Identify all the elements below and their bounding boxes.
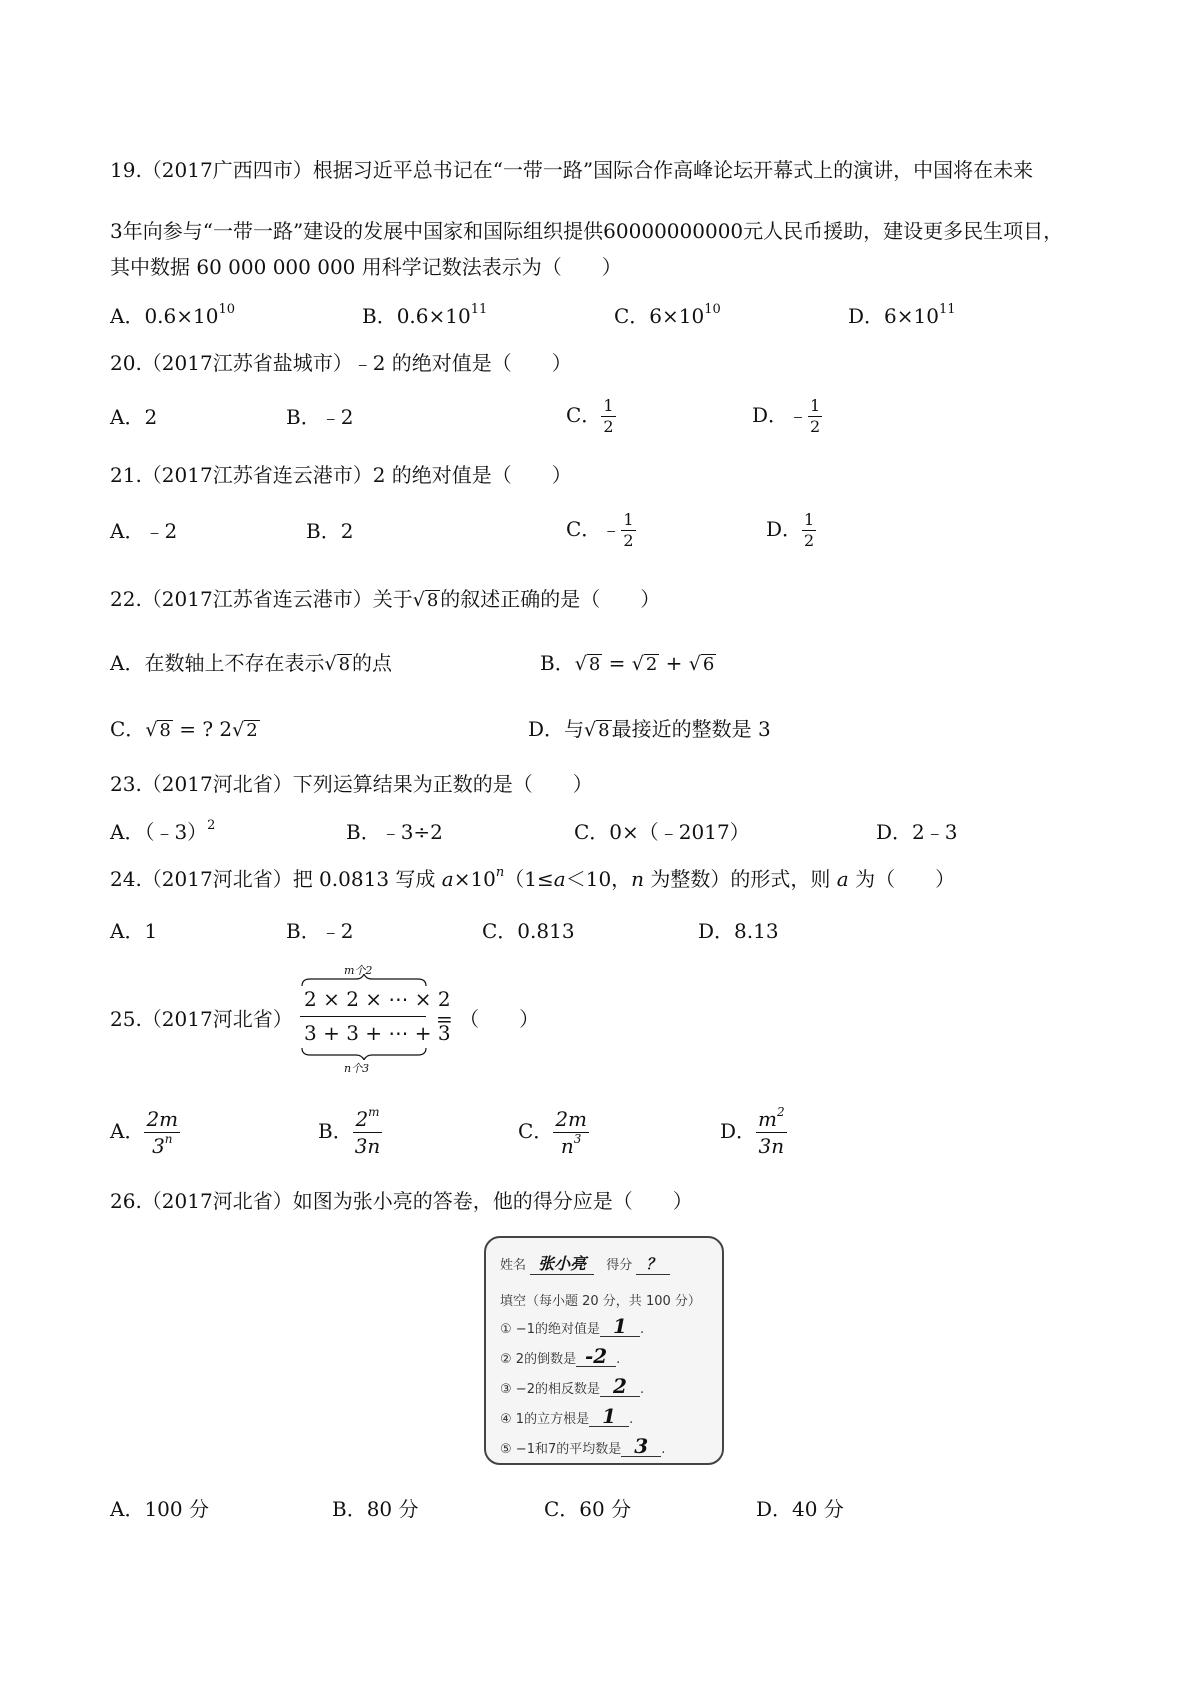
q25-stem-suffix: = （ ） (436, 1007, 540, 1031)
q24-option-d: D．8.13 (698, 919, 779, 943)
sheet-name-row: 姓名 张小亮 得分 ？ (500, 1254, 670, 1275)
q20-c-fraction: $\frac{1}{2}$ (603, 396, 614, 436)
q21-d-fraction: $\frac{1}{2}$ (804, 510, 815, 550)
q23-option-d: D．2﹣3 (876, 820, 958, 844)
q25-option-d: D． $\frac{m^2}{3n}$ (720, 1105, 785, 1158)
q23-option-c: C．0×（﹣2017） (574, 820, 750, 844)
q26-stem: 26.（2017河北省）如图为张小亮的答卷，他的得分应是（ ） (110, 1189, 693, 1213)
sheet-item-2: ② 2的倒数是 -2 . (500, 1344, 621, 1368)
q26-option-b: B．80 分 (332, 1497, 419, 1521)
q22-stem: 22.（2017江苏省连云港市）关于√ 8 的叙述正确的是（ ） (110, 587, 661, 611)
q25-underbrace-icon (298, 1046, 430, 1060)
q21-option-c: C．﹣ $\frac{1}{2}$ (566, 510, 634, 550)
q25-numerator: 2 × 2 × ⋯ × 2 (304, 987, 451, 1011)
q19-stem-line-1: 19.（2017广西四市）根据习近平总书记在“一带一路”国际合作高峰论坛开幕式上的演讲，中国将在未来 (110, 158, 1034, 182)
answer-sheet-image (484, 1236, 724, 1465)
q25-numerator-count: m个2 (344, 964, 373, 977)
sheet-header: 填空（每小题 20 分，共 100 分） (500, 1294, 701, 1309)
q23-option-a: A．（﹣3）$^2$ (110, 818, 216, 844)
q20-option-c: C． $\frac{1}{2}$ (566, 396, 614, 436)
q23-option-b: B．﹣3÷2 (346, 820, 443, 844)
q21-c-fraction: $\frac{1}{2}$ (623, 510, 634, 550)
q20-option-d: D．﹣ $\frac{1}{2}$ (752, 396, 821, 436)
q20-option-a: A．2 (110, 405, 158, 429)
q24-option-b: B．﹣2 (286, 919, 354, 943)
q25-denominator-count: n个3 (344, 1062, 370, 1075)
sheet-item-3: ③ −2的相反数是 2 . (500, 1374, 645, 1398)
q21-option-b: B．2 (306, 519, 354, 543)
q25-option-a: A． $\frac{2m}{3^n}$ (110, 1107, 179, 1158)
q25-denominator: 3 + 3 + ⋯ + 3 (304, 1021, 451, 1045)
q21-stem: 21.（2017江苏省连云港市）2 的绝对值是（ ） (110, 463, 572, 487)
q19-option-a: A．$0.6\times 10^{10}$ (110, 302, 236, 328)
q21-option-a: A．﹣2 (110, 519, 178, 543)
q25-option-c: C． $\frac{2m}{n^3}$ (518, 1107, 588, 1158)
q23-stem: 23.（2017河北省）下列运算结果为正数的是（ ） (110, 772, 593, 796)
q24-stem: 24.（2017河北省）把 0.0813 写成 $a\times 10^n(1\le a<10$，n 为整数）的形式，则 a 为（ ） (110, 865, 956, 891)
q22-option-a: A．在数轴上不存在表示√ 8 的点 (110, 651, 393, 675)
q25-option-b: B． $\frac{2^m}{3n}$ (318, 1105, 381, 1158)
sheet-item-1: ① −1的绝对值是 1 . (500, 1314, 645, 1338)
q22-option-c: C．√ 8 = ? 2√ 2 (110, 717, 258, 741)
q20-option-b: B．﹣2 (286, 405, 354, 429)
q26-option-a: A．100 分 (110, 1497, 209, 1521)
q19-stem-line-2: 3年向参与“一带一路”建设的发展中国家和国际组织提供60000000000元人民币援助，建设更多民生项目， (110, 219, 1064, 243)
q26-option-d: D．40 分 (756, 1497, 844, 1521)
sheet-item-5: ⑤ −1和7的平均数是 3 . (500, 1434, 666, 1458)
q20-stem: 20.（2017江苏省盐城市）﹣2 的绝对值是（ ） (110, 351, 572, 375)
q19-stem-line-3: 其中数据 60 000 000 000 用科学记数法表示为（ ） (110, 255, 622, 279)
q22-option-d: D．与√ 8 最接近的整数是 3 (528, 717, 771, 741)
q25-stem-prefix: 25.（2017河北省） (110, 1007, 293, 1031)
q22-option-b: B．√ 8 = √ 2 + √ 6 (540, 651, 715, 675)
sheet-item-4: ④ 1的立方根是 1 . (500, 1404, 634, 1428)
q20-d-fraction: $\frac{1}{2}$ (810, 396, 821, 436)
q25-brace-fraction (298, 962, 451, 1075)
q21-option-d: D． $\frac{1}{2}$ (766, 510, 815, 550)
q24-option-c: C．0.813 (482, 919, 575, 943)
q19-option-b: B．$0.6\times 10^{11}$ (362, 302, 488, 328)
q19-option-d: D．$6\times 10^{11}$ (848, 302, 956, 328)
q19-option-c: C．$6\times 10^{10}$ (614, 302, 721, 328)
q24-option-a: A．1 (110, 919, 158, 943)
q25-fraction-bar (300, 1016, 426, 1017)
q22-stem-sqrt: √ 8 (412, 589, 439, 611)
q26-option-c: C．60 分 (544, 1497, 632, 1521)
